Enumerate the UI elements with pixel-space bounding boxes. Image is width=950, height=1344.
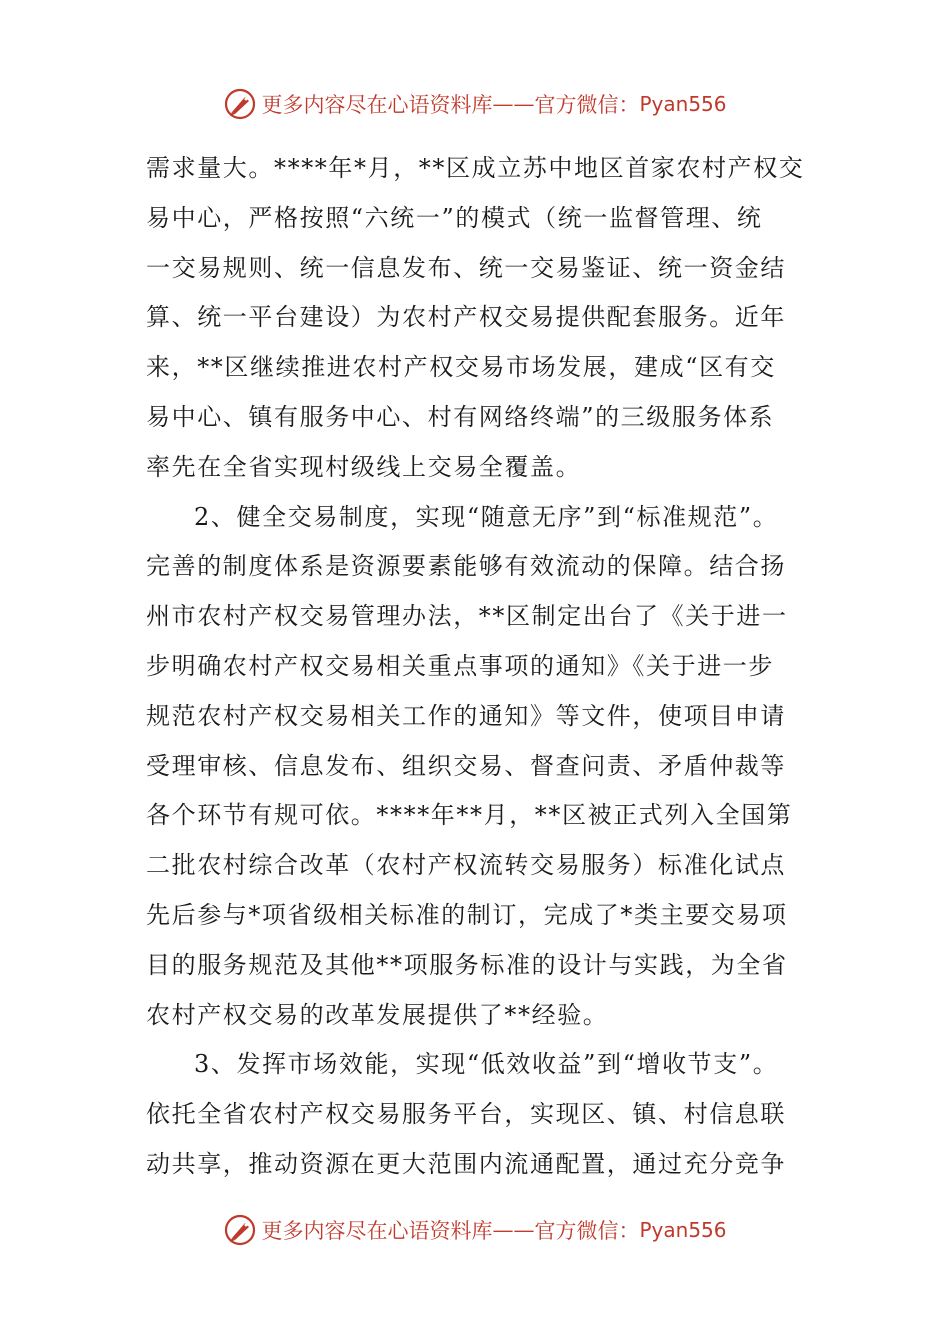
text-line: 先后参与*项省级相关标准的制订，完成了*类主要交易项 xyxy=(146,900,788,929)
text-line: 各个环节有规可依。****年**月，**区被正式列入全国第 xyxy=(146,801,793,830)
text-line: 动共享，推动资源在更大范围内流通配置，通过充分竞争 xyxy=(146,1149,786,1178)
watermark-label: 官方微信： xyxy=(534,1219,640,1243)
text-line: 农村产权交易的改革发展提供了**经验。 xyxy=(146,1000,609,1029)
text-line: 州市农村产权交易管理办法，**区制定出台了《关于进一 xyxy=(146,602,788,631)
pen-nib-logo-icon xyxy=(223,87,257,121)
watermark-handle: Pyan556 xyxy=(639,92,727,116)
text-line: 率先在全省实现村级线上交易全覆盖。 xyxy=(146,452,582,481)
section-heading-2: 2、健全交易制度，实现“随意无序”到“标准规范”。 xyxy=(194,502,779,531)
text-line: 目的服务规范及其他**项服务标准的设计与实践，为全省 xyxy=(146,950,788,979)
watermark-label: 官方微信： xyxy=(534,93,640,117)
text-line: 二批农村综合改革（农村产权流转交易服务）标准化试点 xyxy=(146,851,786,880)
text-line: 规范农村产权交易相关工作的通知》等文件，使项目申请 xyxy=(146,701,786,730)
watermark-text: 更多内容尽在心语资料库 xyxy=(261,1219,493,1243)
text-line: 步明确农村产权交易相关重点事项的通知》《关于进一步 xyxy=(146,651,774,680)
text-line: 算、统一平台建设）为农村产权交易提供配套服务。近年 xyxy=(146,303,786,332)
text-line: 依托全省农村产权交易服务平台，实现区、镇、村信息联 xyxy=(146,1100,786,1129)
text-line: 易中心、镇有服务中心、村有网络终端”的三级服务体系 xyxy=(146,402,775,431)
watermark-dash: —— xyxy=(492,1218,535,1242)
text-line: 易中心，严格按照“六统一”的模式（统一监督管理、统 xyxy=(146,203,763,232)
document-body xyxy=(146,144,811,1190)
watermark-text: 更多内容尽在心语资料库 xyxy=(261,93,493,117)
text-line: 来，**区继续推进农村产权交易市场发展，建成“区有交 xyxy=(146,353,776,382)
text-line: 完善的制度体系是资源要素能够有效流动的保障。结合扬 xyxy=(146,552,786,581)
text-line: 受理审核、信息发布、组织交易、督查问责、矛盾仲裁等 xyxy=(146,751,786,780)
watermark-header xyxy=(0,84,950,124)
watermark-footer xyxy=(0,1210,950,1250)
watermark-dash: —— xyxy=(492,92,535,116)
text-line: 需求量大。****年*月，**区成立苏中地区首家农村产权交 xyxy=(146,154,805,182)
watermark-handle: Pyan556 xyxy=(639,1218,727,1242)
text-line: 一交易规则、统一信息发布、统一交易鉴证、统一资金结 xyxy=(146,253,786,282)
section-heading-3: 3、发挥市场效能，实现“低效收益”到“增收节支”。 xyxy=(194,1050,779,1079)
pen-nib-logo-icon xyxy=(223,1213,257,1247)
